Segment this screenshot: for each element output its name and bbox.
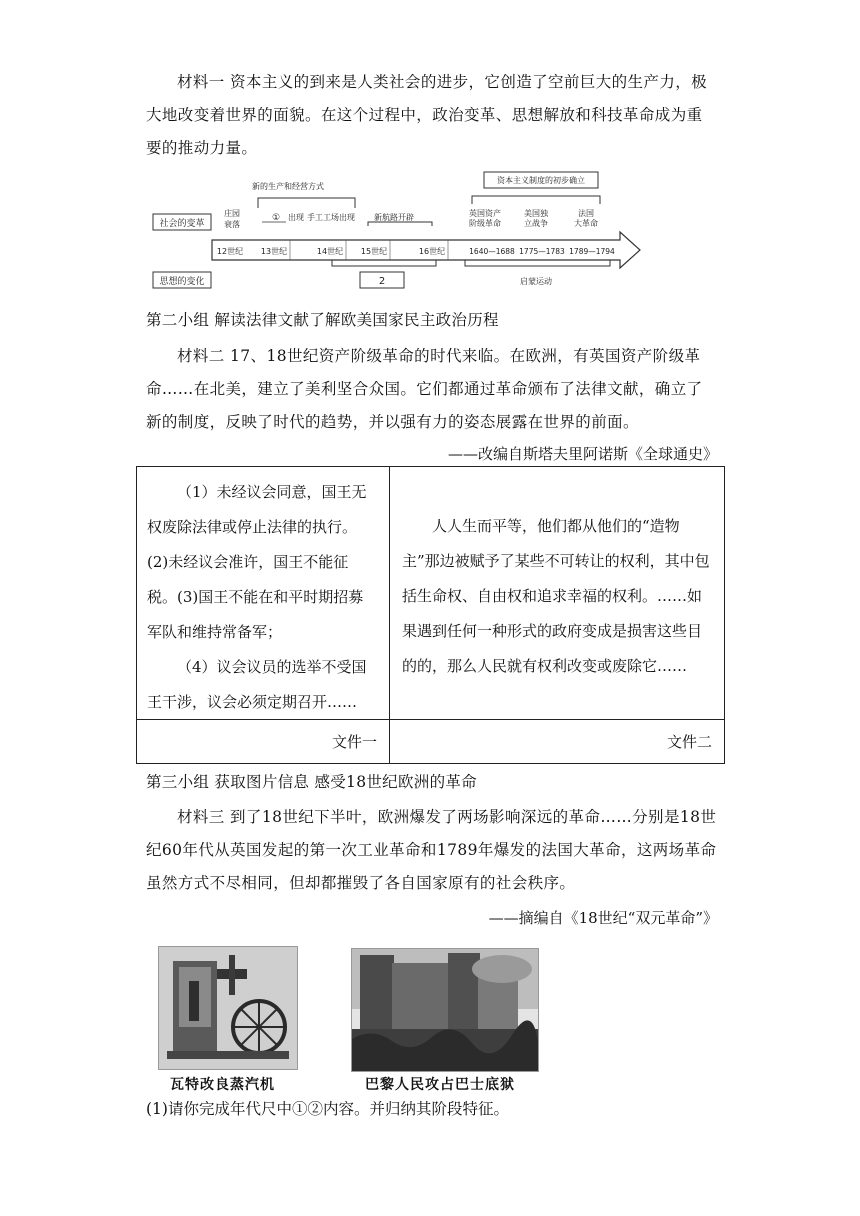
new-route-bracket: [368, 222, 432, 226]
material-1-text: 材料一 资本主义的到来是人类社会的进步，它创造了空前巨大的生产力，极大地改变着世界的面貌。在这个过程中，政治变革、思想解放和科技革命成为重要的推动力量。: [146, 73, 708, 157]
event-workshop: 手工工场出现: [307, 213, 355, 222]
century-label: 13世纪: [260, 247, 288, 256]
material-3-source: ——摘编自《18世纪“双元革命”》: [488, 909, 718, 927]
century-label: 1775—1783: [519, 247, 565, 256]
rev-french: 法国大革命: [574, 209, 598, 228]
bastille-caption: 巴黎人民攻占巴士底狱: [365, 1077, 515, 1093]
group-3-heading: 第三小组 获取图片信息 感受18世纪欧洲的革命: [146, 773, 477, 791]
document-2-text: 人人生而平等，他们都从他们的“造物主”那边被赋予了某些不可转让的权利，其中包括生命权、自由权和追求幸福的权利。……如果遇到任何一种形式的政府变成是损害这些目的的，那么人民就有权利改变或废除它……: [402, 517, 710, 675]
steam-engine-drawing: [159, 947, 297, 1069]
event-new-route: 新航路开辟: [374, 213, 414, 222]
blank-2: 2: [378, 276, 386, 287]
steam-engine-image: [158, 946, 298, 1070]
question-1: (1)请你完成年代尺中①②内容。并归纳其阶段特征。: [146, 1100, 509, 1118]
capitalist-system-bracket: [472, 196, 600, 204]
documents-table: [136, 466, 725, 764]
enlightenment-label: 启蒙运动: [520, 277, 552, 286]
thought-bracket: [332, 260, 436, 266]
bastille-image: [351, 948, 539, 1072]
new-production-bracket: [258, 198, 355, 208]
century-label: 15世纪: [360, 247, 388, 256]
century-label: 12世纪: [216, 247, 244, 256]
rev-english: 英国资产阶级革命: [469, 209, 501, 228]
material-2-text: 材料二 17、18世纪资产阶级革命的时代来临。在欧洲，有英国资产阶级革命……在北美，建立了美利坚合众国。它们都通过革命颁布了法律文献，确立了新的制度，反映了时代的趋势，并以强有力的姿态展露在世界的前面。: [146, 347, 703, 431]
capitalist-system-label: 资本主义制度的初步确立: [497, 176, 585, 185]
century-label: 1640—1688: [469, 247, 515, 256]
steam-engine-caption: 瓦特改良蒸汽机: [170, 1077, 275, 1093]
blank-1: ①: [272, 213, 281, 223]
document-1-label: 文件一: [137, 719, 390, 764]
row-label-thought: 思想的变化: [159, 277, 205, 287]
material-2-source: ——改编自斯塔夫里阿诺斯《全球通史》: [447, 445, 718, 463]
material-3-text: 材料三 到了18世纪下半叶，欧洲爆发了两场影响深远的革命……分别是18世纪60年代从英国发起的第一次工业革命和1789年爆发的法国大革命，这两场革命虽然方式不尽相同，但却都摧毁了各自国家原有的社会秩序。: [146, 808, 717, 892]
new-production-label: 新的生产和经营方式: [252, 182, 324, 191]
document-2-label: 文件二: [390, 719, 724, 764]
event-manor: 庄园衰落: [224, 209, 240, 229]
century-label: 1789—1794: [569, 247, 615, 256]
century-label: 16世纪: [418, 247, 446, 256]
enlightenment-bracket: [465, 260, 610, 266]
century-label: 14世纪: [316, 247, 344, 256]
rev-american: 美国独立战争: [524, 209, 548, 228]
blank-1-suffix: 出现: [288, 213, 304, 222]
row-label-social: 社会的变革: [159, 219, 205, 229]
document-1-cell: [137, 467, 390, 719]
timeline-chart: [150, 168, 650, 298]
document-1-clause-2: （4）议会议员的选举不受国王干涉，议会必须定期召开……: [147, 658, 367, 711]
document-2-cell: [390, 467, 724, 719]
group-2-heading: 第二小组 解读法律文献了解欧美国家民主政治历程: [146, 311, 499, 329]
bastille-drawing: [352, 949, 538, 1071]
document-1-clause-1: （1）未经议会同意，国王无权废除法律或停止法律的执行。(2)未经议会准许，国王不能征税。(3)国王不能在和平时期招募军队和维持常备军；: [147, 483, 367, 641]
